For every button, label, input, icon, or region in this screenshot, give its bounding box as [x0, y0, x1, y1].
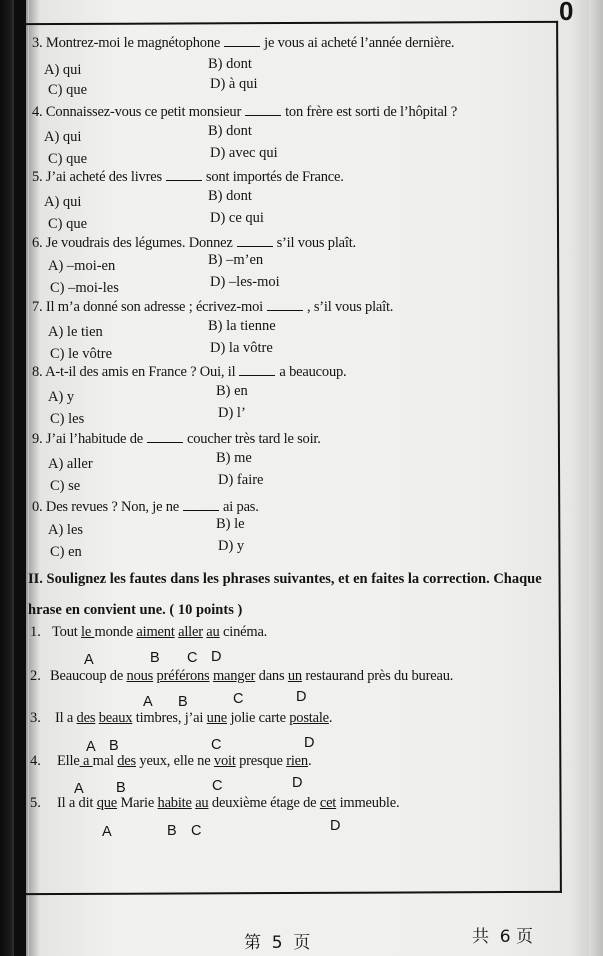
option-b[interactable]: B) dont: [208, 123, 252, 139]
page-total: 共 6 页: [472, 927, 534, 947]
option-d[interactable]: D) y: [218, 538, 245, 554]
question-number: 6.: [32, 235, 43, 251]
segment-label-b: B: [109, 738, 119, 754]
option-d[interactable]: D) –les-moi: [210, 274, 280, 290]
question-text-before: A-t-il des amis en France ? Oui, il: [45, 364, 236, 380]
option-a[interactable]: A) qui: [44, 129, 82, 145]
question-5: [32, 168, 344, 186]
sentence-number: 4.: [30, 753, 41, 769]
answer-blank[interactable]: [224, 34, 260, 47]
underlined-segment[interactable]: au: [206, 624, 220, 640]
sentence-number: 2.: [30, 668, 41, 684]
underlined-segment[interactable]: aller: [178, 624, 203, 640]
question-text-after: sont importés de France.: [205, 169, 344, 185]
question-text-after: coucher très tard le soir.: [186, 431, 321, 447]
answer-blank[interactable]: [183, 498, 219, 511]
option-b[interactable]: B) me: [216, 450, 252, 466]
option-d[interactable]: D) faire: [218, 472, 264, 488]
question-number: 7.: [32, 299, 43, 315]
option-d[interactable]: D) ce qui: [210, 210, 264, 226]
option-c[interactable]: C) se: [50, 478, 81, 494]
question-7: [32, 298, 393, 316]
underlined-segment[interactable]: un: [287, 668, 302, 684]
question-8: [32, 363, 346, 381]
question-text-before: Connaissez-vous ce petit monsieur: [45, 104, 242, 120]
segment-label-a: A: [86, 739, 96, 755]
underlined-segment[interactable]: le: [81, 624, 95, 640]
segment-label-a: A: [74, 781, 84, 797]
sentence-text: monde: [94, 624, 137, 640]
answer-blank[interactable]: [239, 363, 275, 376]
sentence-text: dans: [255, 668, 288, 684]
segment-label-d: D: [292, 775, 303, 791]
sentence-text: Tout: [52, 624, 81, 640]
option-c[interactable]: C) que: [48, 82, 88, 98]
option-c[interactable]: C) –moi-les: [50, 280, 119, 296]
option-a[interactable]: A) aller: [48, 456, 93, 472]
option-d[interactable]: D) à qui: [210, 76, 258, 92]
question-10: [32, 498, 259, 516]
answer-blank[interactable]: [147, 430, 183, 443]
option-c[interactable]: C) en: [50, 544, 82, 560]
question-text-after: s’il vous plaît.: [276, 235, 356, 251]
underlined-segment[interactable]: nous: [126, 668, 154, 684]
corner-mark: 0: [559, 0, 574, 26]
sentence-4: [57, 753, 311, 770]
answer-blank[interactable]: [166, 168, 202, 181]
option-b[interactable]: B) le: [216, 516, 245, 532]
question-4: [32, 103, 457, 121]
underlined-segment[interactable]: des: [76, 710, 96, 726]
sentence-text: Beaucoup de: [50, 668, 127, 684]
option-b[interactable]: B) en: [216, 383, 248, 399]
underlined-segment[interactable]: a: [79, 753, 93, 769]
sentence-text: jolie carte: [227, 710, 290, 726]
option-a[interactable]: A) –moi-en: [48, 258, 116, 274]
sentence-2: [50, 668, 453, 685]
underlined-segment[interactable]: cet: [319, 795, 337, 811]
underlined-segment[interactable]: manger: [212, 668, 256, 684]
sentence-3: [55, 710, 332, 727]
option-b[interactable]: B) –m’en: [208, 252, 264, 268]
underlined-segment[interactable]: habite: [157, 795, 192, 811]
question-number: 4.: [32, 104, 43, 120]
answer-blank[interactable]: [237, 234, 273, 247]
sentence-text: restaurand près du bureau.: [301, 668, 454, 684]
segment-label-c: C: [212, 778, 223, 794]
sentence-text: Elle: [57, 753, 80, 769]
question-number: 8.: [32, 364, 43, 380]
sentence-number: 3.: [30, 710, 41, 726]
option-a[interactable]: A) les: [48, 522, 84, 538]
underlined-segment[interactable]: postale: [289, 710, 329, 726]
sentence-text: .: [328, 710, 333, 726]
section-iii-heading-line1: II. Soulignez les fautes dans les phrases suivantes, et en faites la correction. Chaque: [28, 571, 542, 587]
underlined-segment[interactable]: préférons: [156, 668, 210, 684]
sentence-text: Marie: [117, 795, 158, 811]
sentence-text: deuxième étage de: [208, 795, 320, 811]
underlined-segment[interactable]: que: [96, 795, 118, 811]
sentence-text: Il a: [55, 710, 77, 726]
answer-blank[interactable]: [267, 298, 303, 311]
option-b[interactable]: B) dont: [208, 188, 252, 204]
sentence-text: presque: [235, 753, 287, 769]
segment-label-a: A: [102, 824, 112, 840]
sentence-text: mal: [92, 753, 118, 769]
question-text-before: Montrez-moi le magnétophone: [45, 35, 221, 51]
sentence-5: [57, 795, 399, 812]
sentence-text: immeuble.: [336, 795, 400, 811]
question-text-before: Je voudrais des légumes. Donnez: [45, 235, 233, 251]
option-d[interactable]: D) la vôtre: [210, 340, 273, 356]
question-text-after: ai pas.: [223, 499, 259, 515]
question-text-after: je vous ai acheté l’année dernière.: [264, 35, 455, 51]
option-c[interactable]: C) les: [50, 411, 85, 427]
segment-label-c: C: [233, 691, 244, 707]
segment-label-c: C: [187, 650, 198, 666]
segment-label-d: D: [330, 818, 341, 834]
question-number: 5.: [32, 169, 43, 185]
option-c[interactable]: C) que: [48, 216, 88, 232]
underlined-segment[interactable]: au: [195, 795, 209, 811]
question-3: [32, 34, 454, 52]
option-c[interactable]: C) le vôtre: [50, 346, 113, 362]
option-b[interactable]: B) dont: [208, 56, 252, 72]
option-a[interactable]: A) le tien: [48, 324, 103, 340]
segment-label-b: B: [150, 650, 160, 666]
option-b[interactable]: B) la tienne: [208, 318, 276, 334]
sentence-text: Il a dit: [57, 795, 97, 811]
segment-label-d: D: [211, 649, 222, 665]
segment-label-a: A: [143, 694, 153, 710]
option-c[interactable]: C) que: [48, 151, 88, 167]
segment-label-b: B: [178, 694, 188, 710]
segment-label-a: A: [84, 652, 94, 668]
sentence-text: timbres, j’ai: [132, 710, 207, 726]
sentence-text: .: [307, 753, 312, 769]
segment-label-d: D: [296, 689, 307, 705]
underlined-segment[interactable]: des: [117, 753, 136, 769]
sentence-number: 5.: [30, 795, 41, 811]
sentence-number: 1.: [30, 624, 41, 640]
sentence-text: yeux, elle ne: [135, 753, 214, 769]
question-9: [32, 430, 321, 448]
question-number: 9.: [32, 431, 43, 447]
option-d[interactable]: D) l’: [218, 405, 246, 421]
underlined-segment[interactable]: beaux: [98, 710, 133, 726]
underlined-segment[interactable]: aiment: [136, 624, 175, 640]
underlined-segment[interactable]: rien: [286, 753, 308, 769]
question-text-before: J’ai acheté des livres: [45, 169, 162, 185]
option-a[interactable]: A) qui: [44, 194, 82, 210]
segment-label-b: B: [167, 823, 177, 839]
section-iii-heading-line2: hrase en convient une. ( 10 points ): [28, 602, 243, 618]
segment-label-d: D: [304, 735, 315, 751]
question-text-before: J’ai l’habitude de: [45, 431, 143, 447]
question-number: 3.: [32, 35, 43, 51]
question-text-after: , s’il vous plaît.: [307, 299, 394, 315]
question-6: [32, 234, 356, 252]
segment-label-b: B: [116, 780, 126, 796]
underlined-segment[interactable]: voit: [213, 753, 236, 769]
underlined-segment[interactable]: une: [206, 710, 228, 726]
question-text-before: Des revues ? Non, je ne: [45, 499, 180, 515]
sentence-1: [52, 624, 267, 641]
option-a[interactable]: A) qui: [44, 62, 82, 78]
question-text-before: Il m’a donné son adresse ; écrivez-moi: [45, 299, 263, 315]
option-a[interactable]: A) y: [48, 389, 75, 405]
answer-blank[interactable]: [245, 103, 281, 116]
option-d[interactable]: D) avec qui: [210, 145, 278, 161]
question-text-after: a beaucoup.: [279, 364, 347, 380]
segment-label-c: C: [211, 737, 222, 753]
segment-label-c: C: [191, 823, 202, 839]
question-number: 0.: [32, 499, 43, 515]
question-text-after: ton frère est sorti de l’hôpital ?: [285, 104, 458, 120]
sentence-text: cinéma.: [219, 624, 268, 640]
page-number: 第 5 页: [244, 933, 311, 953]
